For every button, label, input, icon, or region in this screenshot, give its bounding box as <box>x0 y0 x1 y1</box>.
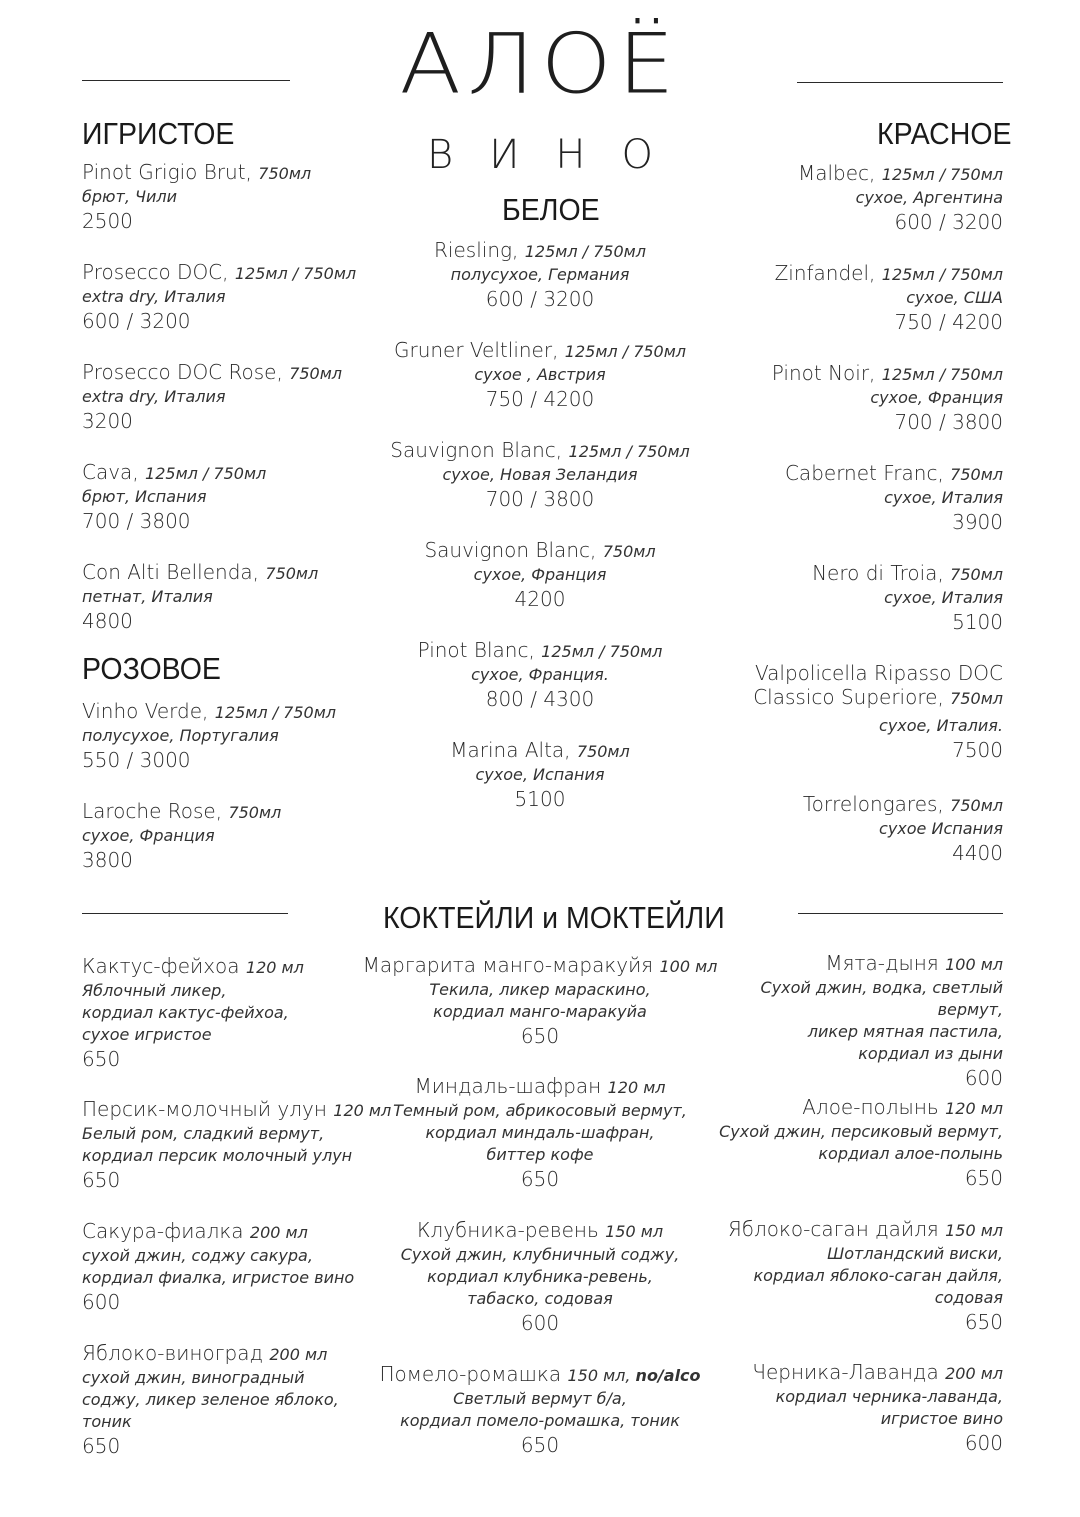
cocktail-name: Яблоко-саган дайля <box>727 1217 946 1241</box>
wine-description: брют, Чили <box>82 187 177 206</box>
wine-price: 600 / 3200 <box>485 287 595 311</box>
wine-name: Cava, <box>82 460 146 484</box>
wine-volume: 750мл <box>950 565 1003 584</box>
list-item <box>340 1362 740 1458</box>
cocktail-description: Сухой джин, водка, светлый вермут, ликер мятная пастила, кордиал из дыни <box>760 978 1003 1063</box>
wine-name-line1: Valpolicella Ripasso DOC <box>755 661 1003 685</box>
wine-price: 750 / 4200 <box>485 387 595 411</box>
list-item <box>82 1219 354 1315</box>
list-item <box>340 1074 740 1192</box>
list-item <box>82 460 266 534</box>
wine-price: 700 / 3800 <box>485 487 595 511</box>
heading-white: БЕЛОЕ <box>502 192 600 227</box>
list-item <box>82 1341 339 1459</box>
wine-volume: 750мл <box>576 742 630 761</box>
cocktail-description: Белый ром, сладкий вермут, кордиал персик молочный улун <box>82 1124 353 1165</box>
list-item <box>700 1360 1003 1456</box>
wine-description: сухое, Испания <box>475 765 605 784</box>
wine-price: 3200 <box>82 409 133 433</box>
list-item <box>700 261 1003 335</box>
cocktail-volume: 120 мл <box>333 1101 392 1120</box>
wine-volume: 125мл / 750мл <box>564 342 687 361</box>
wine-price: 4200 <box>514 587 566 611</box>
heading-cocktails: КОКТЕЙЛИ и МОКТЕЙЛИ <box>383 900 725 935</box>
wine-name: Gruner Veltliner, <box>393 338 565 362</box>
cocktail-description: Светлый вермут б/а, кордиал помело-ромашка, тоник <box>400 1389 680 1430</box>
wine-description: сухое, Италия. <box>879 716 1003 735</box>
cocktail-volume: 150 мл, <box>567 1366 636 1385</box>
wine-volume: 125мл / 750мл <box>145 464 267 483</box>
wine-volume: 750мл <box>602 542 656 561</box>
wine-volume: 125мл / 750мл <box>541 642 663 661</box>
cocktail-description: Темный ром, абрикосовый вермут, кордиал миндаль-шафран, биттер кофе <box>393 1101 687 1164</box>
cocktail-description: сухой джин, виноградный соджу, ликер зеленое яблоко, тоник <box>82 1368 339 1431</box>
cocktail-price: 600 <box>520 1311 560 1335</box>
wine-description: брют, Испания <box>82 487 207 506</box>
wine-name: Marina Alta, <box>450 738 577 762</box>
cocktail-name: Кактус-фейхоа <box>82 954 246 978</box>
cocktail-volume: 120 мл <box>945 1099 1003 1118</box>
list-item <box>340 338 740 412</box>
wine-description: полусухое, Германия <box>450 265 630 284</box>
list-item <box>700 561 1003 635</box>
list-item <box>82 360 342 434</box>
cocktail-volume: 120 мл <box>245 958 304 977</box>
cocktail-price: 600 <box>964 1431 1003 1455</box>
wine-description: extra dry, Италия <box>82 387 226 406</box>
cocktail-volume: 100 мл <box>659 957 718 976</box>
wine-price: 4400 <box>952 841 1003 865</box>
wine-price: 2500 <box>82 209 133 233</box>
cocktail-description: Сухой джин, персиковый вермут, кордиал алое-полынь <box>719 1122 1003 1163</box>
wine-volume: 125мл / 750мл <box>524 242 646 261</box>
wine-volume: 750мл <box>950 465 1003 484</box>
wine-description: сухое, США <box>906 288 1003 307</box>
cocktail-volume: 200 мл <box>945 1364 1003 1383</box>
wine-description: сухое, Италия <box>884 588 1003 607</box>
cocktail-volume: 150 мл <box>945 1221 1003 1240</box>
wine-description: сухое, Франция <box>473 565 607 584</box>
wine-volume: 125мл / 750мл <box>568 442 690 461</box>
wine-volume: 125мл / 750мл <box>881 165 1003 184</box>
wine-description: сухое, Франция. <box>471 665 609 684</box>
cocktail-description: кордиал черника-лаванда, игристое вино <box>775 1387 1003 1428</box>
wine-price: 700 / 3800 <box>82 509 191 533</box>
wine-name: Nero di Troia, <box>812 561 951 585</box>
list-item <box>340 638 740 712</box>
wine-price: 800 / 4300 <box>485 687 595 711</box>
cocktail-description: Яблочный ликер, кордиал кактус-фейхоа, сухое игристое <box>82 981 289 1044</box>
cocktail-price: 650 <box>82 1434 121 1458</box>
cocktail-price: 650 <box>520 1433 560 1457</box>
wine-volume: 750мл <box>950 689 1003 708</box>
wine-name: Cabernet Franc, <box>784 461 951 485</box>
cocktail-volume: 200 мл <box>269 1345 328 1364</box>
no-alco-tag: no/alco <box>635 1366 701 1385</box>
cocktail-price: 650 <box>82 1168 121 1192</box>
wine-price: 700 / 3800 <box>894 410 1003 434</box>
wine-volume: 750мл <box>265 564 319 583</box>
cocktails-right-divider <box>798 913 1003 914</box>
cocktail-name: Черника-Лаванда <box>752 1360 946 1384</box>
cocktail-volume: 200 мл <box>249 1223 308 1242</box>
list-item <box>700 792 1003 866</box>
list-item <box>82 560 318 634</box>
wine-name: Riesling, <box>434 238 525 262</box>
cocktail-volume: 100 мл <box>945 955 1003 974</box>
list-item <box>700 461 1003 535</box>
wine-price: 550 / 3000 <box>82 748 191 772</box>
wine-price: 4800 <box>82 609 133 633</box>
list-item <box>700 1095 1003 1191</box>
list-item <box>700 361 1003 435</box>
cocktail-description: Сухой джин, клубничный соджу, кордиал клубника-ревень, табаско, содовая <box>400 1245 680 1308</box>
wine-volume: 750мл <box>258 164 312 183</box>
cocktail-price: 650 <box>520 1024 560 1048</box>
wine-price: 3800 <box>82 848 133 872</box>
list-item <box>340 1218 740 1336</box>
heading-sparkling: ИГРИСТОЕ <box>82 116 235 151</box>
cocktail-price: 600 <box>964 1066 1003 1090</box>
wine-name: Pinot Grigio Brut, <box>82 160 259 184</box>
wine-name: Prosecco DOC, <box>82 260 235 284</box>
list-item <box>82 799 281 873</box>
list-item <box>82 699 336 773</box>
wine-description: сухое, Новая Зеландия <box>442 465 638 484</box>
cocktail-description: Шотландский виски, кордиал яблоко-саган дайля, содовая <box>753 1244 1003 1307</box>
wine-name: Torrelongares, <box>802 792 951 816</box>
wine-volume: 750мл <box>228 803 282 822</box>
wine-name: Sauvignon Blanc, <box>390 438 569 462</box>
cocktail-price: 650 <box>964 1166 1003 1190</box>
cocktail-name: Помело-ромашка <box>379 1362 568 1386</box>
wine-volume: 125мл / 750мл <box>214 703 336 722</box>
wine-volume: 125мл / 750мл <box>881 365 1003 384</box>
cocktail-price: 650 <box>964 1310 1003 1334</box>
brand-subtitle: ВИНО <box>427 132 689 178</box>
list-item <box>700 161 1003 235</box>
wine-name: Prosecco DOC Rose, <box>82 360 290 384</box>
wine-volume: 125мл / 750мл <box>234 264 357 283</box>
wine-name: Pinot Noir, <box>771 361 882 385</box>
list-item <box>82 160 311 234</box>
wine-description: сухое, Аргентина <box>855 188 1003 207</box>
cocktail-price: 650 <box>520 1167 560 1191</box>
list-item <box>82 954 304 1072</box>
wine-name: Malbec, <box>797 161 882 185</box>
list-item <box>340 238 740 312</box>
wine-name: Con Alti Bellenda, <box>82 560 266 584</box>
cocktail-price: 650 <box>82 1047 121 1071</box>
cocktail-name: Клубника-ревень <box>416 1218 606 1242</box>
cocktail-name: Мята-дыня <box>825 951 946 975</box>
heading-red: КРАСНОЕ <box>877 116 1012 151</box>
cocktail-name: Маргарита манго-маракуйя <box>362 953 660 977</box>
list-item <box>700 661 1003 763</box>
wine-price: 3900 <box>952 510 1003 534</box>
cocktail-name: Миндаль-шафран <box>414 1074 608 1098</box>
list-item <box>340 438 740 512</box>
wine-price: 600 / 3200 <box>894 210 1003 234</box>
cocktail-price: 600 <box>82 1290 121 1314</box>
list-item <box>340 953 740 1049</box>
cocktail-volume: 150 мл <box>605 1222 664 1241</box>
wine-price: 7500 <box>952 738 1003 762</box>
cocktail-description: сухой джин, соджу сакура, кордиал фиалка, игристое вино <box>82 1246 355 1287</box>
cocktail-name: Яблоко-виноград <box>82 1341 270 1365</box>
wine-name: Pinot Blanc, <box>417 638 542 662</box>
cocktail-name: Алое-полынь <box>802 1095 946 1119</box>
list-item <box>340 538 740 612</box>
list-item <box>340 738 740 812</box>
brand-logo: АЛОЁ <box>399 16 681 113</box>
wine-description: сухое, Италия <box>884 488 1003 507</box>
wine-description: полусухое, Португалия <box>82 726 279 745</box>
wine-price: 600 / 3200 <box>82 309 191 333</box>
wine-description: петнат, Италия <box>82 587 213 606</box>
cocktail-name: Сакура-фиалка <box>82 1219 250 1243</box>
wine-name: Laroche Rose, <box>82 799 229 823</box>
list-item <box>82 260 356 334</box>
wine-price: 5100 <box>952 610 1003 634</box>
wine-name: Vinho Verde, <box>82 699 215 723</box>
wine-name: Zinfandel, <box>774 261 882 285</box>
wine-volume: 750мл <box>289 364 343 383</box>
wine-description: extra dry, Италия <box>82 287 226 306</box>
heading-rose: РОЗОВОЕ <box>82 651 221 686</box>
wine-volume: 750мл <box>950 796 1003 815</box>
wine-description: сухое, Франция <box>82 826 215 845</box>
list-item <box>700 1217 1003 1335</box>
wine-volume: 125мл / 750мл <box>881 265 1003 284</box>
wine-description: сухое, Франция <box>870 388 1003 407</box>
cocktails-left-divider <box>82 913 288 914</box>
cocktail-volume: 120 мл <box>607 1078 666 1097</box>
cocktail-name: Персик-молочный улун <box>82 1097 334 1121</box>
wine-price: 750 / 4200 <box>894 310 1003 334</box>
wine-name: Classico Superiore, <box>753 685 951 709</box>
wine-name: Sauvignon Blanc, <box>424 538 603 562</box>
wine-price: 5100 <box>514 787 566 811</box>
list-item <box>700 951 1003 1091</box>
wine-description: сухое , Австрия <box>474 365 606 384</box>
cocktail-description: Текила, ликер мараскино, кордиал манго-маракуйа <box>429 980 651 1021</box>
wine-description: сухое Испания <box>879 819 1003 838</box>
